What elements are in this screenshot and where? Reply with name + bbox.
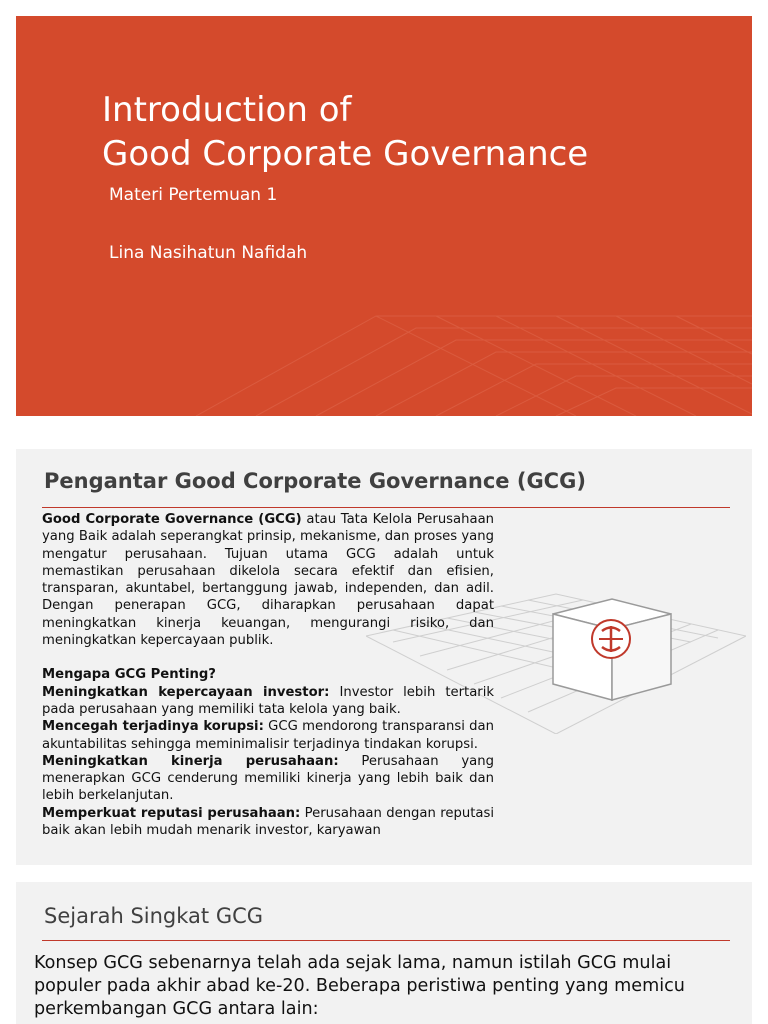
point-text: Investor lebih tertarik pada perusahaan yang memiliki tata kelola yang baik. (42, 684, 494, 717)
point-text: GCG mendorong transparansi dan akuntabilitas sehingga meminimalisir terjadinya tindakan korupsi. (42, 719, 494, 752)
author-name: Lina Nasihatun Nafidah (109, 243, 308, 263)
slide-heading: Pengantar Good Corporate Governance (GCG) (44, 469, 586, 493)
slide-heading: Sejarah Singkat GCG (44, 904, 264, 928)
heading-divider (42, 507, 730, 508)
slide-subtitle: Materi Pertemuan 1 (109, 185, 278, 205)
history-slide (16, 882, 752, 1024)
slide-title (102, 88, 742, 176)
point-item (42, 718, 494, 753)
title-line-1: Introduction of (102, 90, 352, 130)
title-slide (16, 16, 752, 416)
point-item (42, 753, 494, 805)
grid-background (16, 16, 752, 416)
intro-paragraph (42, 511, 494, 649)
point-label: Meningkatkan kepercayaan investor: (42, 684, 330, 700)
intro-slide (16, 449, 752, 865)
point-label: Meningkatkan kinerja perusahaan: (42, 753, 339, 769)
point-text: Perusahaan dengan reputasi baik akan lebih mudah menarik investor, karyawan (42, 805, 494, 839)
why-heading: Mengapa GCG Penting? (42, 667, 216, 683)
point-text: Perusahaan yang menerapkan GCG cenderung memiliki kinerja yang lebih baik dan lebih berkelanjutan. (42, 753, 494, 804)
point-label: Memperkuat reputasi perusahaan: (42, 805, 301, 821)
title-line-2: Good Corporate Governance (102, 134, 589, 174)
history-body: Konsep GCG sebenarnya telah ada sejak lama, namun istilah GCG mulai populer pada akhir abad ke-20. Beberapa peristiwa penting yang memicu perkembangan GCG antara lain: (34, 953, 685, 1019)
intro-term: Good Corporate Governance (GCG) (42, 512, 302, 527)
point-item (42, 684, 494, 719)
box-logo-icon (592, 620, 630, 658)
intro-definition: atau Tata Kelola Perusahaan yang Baik adalah seperangkat prinsip, mekanisme, dan proses yang mengatur perusahaan. Tujuan utama GCG adalah untuk memastikan perusahaan dikelola secara efektif dan efisien, transparan, akuntabel, bertanggung jawab, independen, dan adil. Dengan penerapan GCG, diharapkan perusahaan dapat meningkatkan kinerja keuangan, mengurangi risiko, dan meningkatkan kepercayaan publik. (42, 512, 494, 649)
heading-divider (42, 940, 730, 941)
intro-body (42, 511, 494, 865)
point-label: Mencegah terjadinya korupsi: (42, 719, 264, 735)
point-item (42, 805, 494, 840)
